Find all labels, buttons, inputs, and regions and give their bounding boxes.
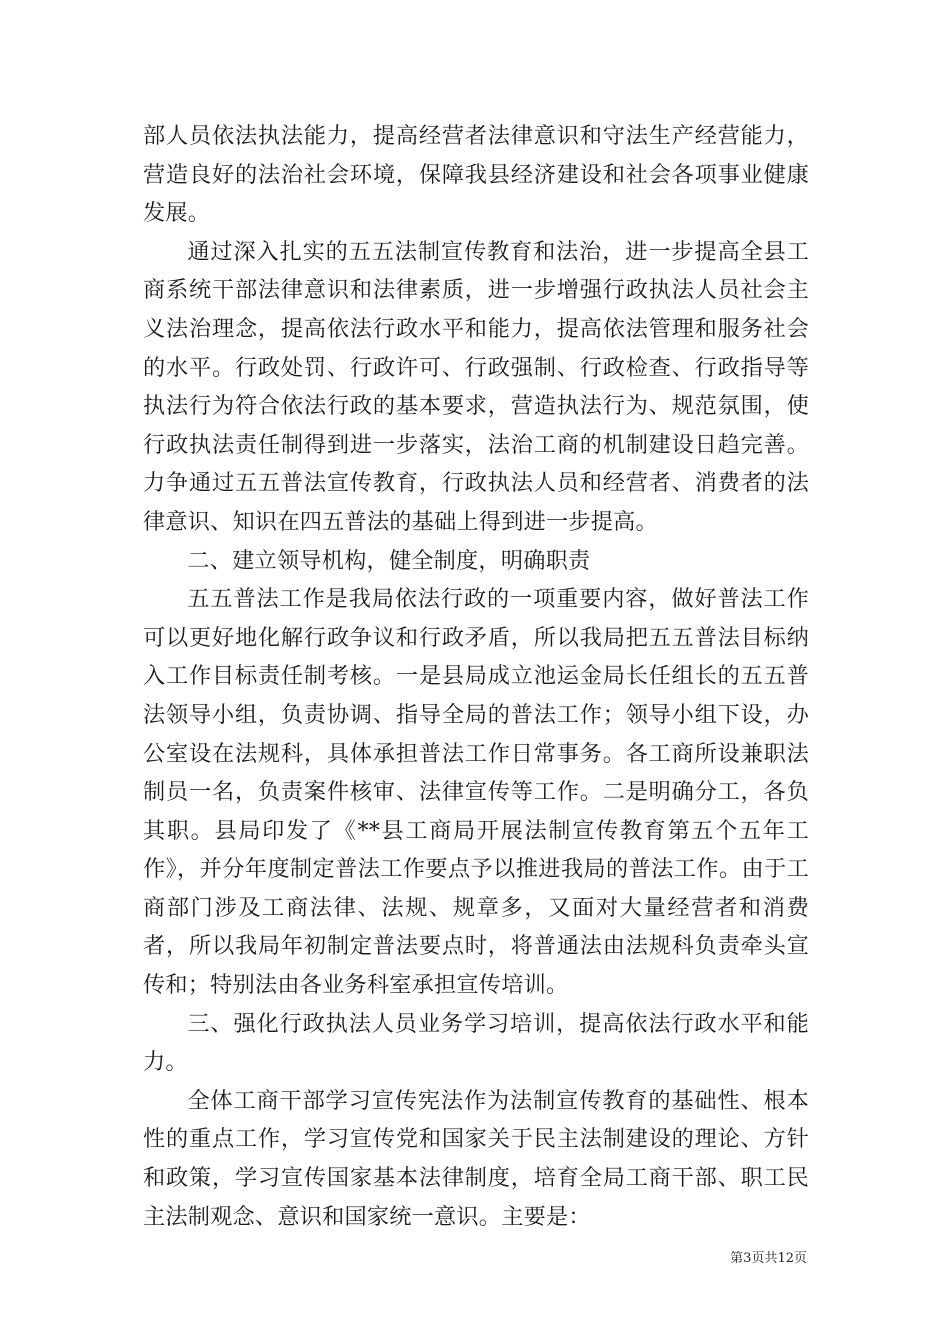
document-body — [143, 117, 809, 1236]
section-heading-2: 二、建立领导机构，健全制度，明确职责 — [187, 547, 591, 574]
paragraph-training: 全体工商干部学习宣传宪法作为法制宣传教育的基础性、根本性的重点工作，学习宣传党和国家关于民主法制建设的理论、方针和政策，学习宣传国家基本法律制度，培育全局工商干部、职工民主法制观念、意识和国家统一意识。主要是： — [143, 1087, 809, 1230]
page-number: 第3页共12页 — [730, 1251, 807, 1266]
section-heading-3: 三、强化行政执法人员业务学习培训，提高依法行政水平和能力。 — [143, 1010, 809, 1076]
paragraph-goals: 通过深入扎实的五五法制宣传教育和法治，进一步提高全县工商系统干部法律意识和法律素质，进一步增强行政执法人员社会主义法治理念，提高依法行政水平和能力，提高依法管理和服务社会的水平。行政处罚、行政许可、行政强制、行政检查、行政指导等执法行为符合依法行政的基本要求，营造执法行为、规范氛围，使行政执法责任制得到进一步落实，法治工商的机制建设日趋完善。力争通过五五普法宣传教育，行政执法人员和经营者、消费者的法律意识、知识在四五普法的基础上得到进一步提高。 — [143, 238, 809, 535]
paragraph-leadership: 五五普法工作是我局依法行政的一项重要内容，做好普法工作可以更好地化解行政争议和行政矛盾，所以我局把五五普法目标纳入工作目标责任制考核。一是县局成立池运金局长任组长的五五普法领导小组，负责协调、指导全局的普法工作；领导小组下设，办公室设在法规科，具体承担普法工作日常事务。各工商所设兼职法制员一名，负责案件核审、法律宣传等工作。二是明确分工，各负其职。县局印发了《**县工商局开展法制宣传教育第五个五年工作》，并分年度制定普法工作要点予以推进我局的普法工作。由于工商部门涉及工商法律、法规、规章多，又面对大量经营者和消费者，所以我局年初制定普法要点时，将普通法由法规科负责牵头宣传和；特别法由各业务科室承担宣传培训。 — [143, 586, 809, 999]
paragraph-continuation: 部人员依法执法能力，提高经营者法律意识和守法生产经营能力，营造良好的法治社会环境，保障我县经济建设和社会各项事业健康发展。 — [143, 123, 809, 227]
